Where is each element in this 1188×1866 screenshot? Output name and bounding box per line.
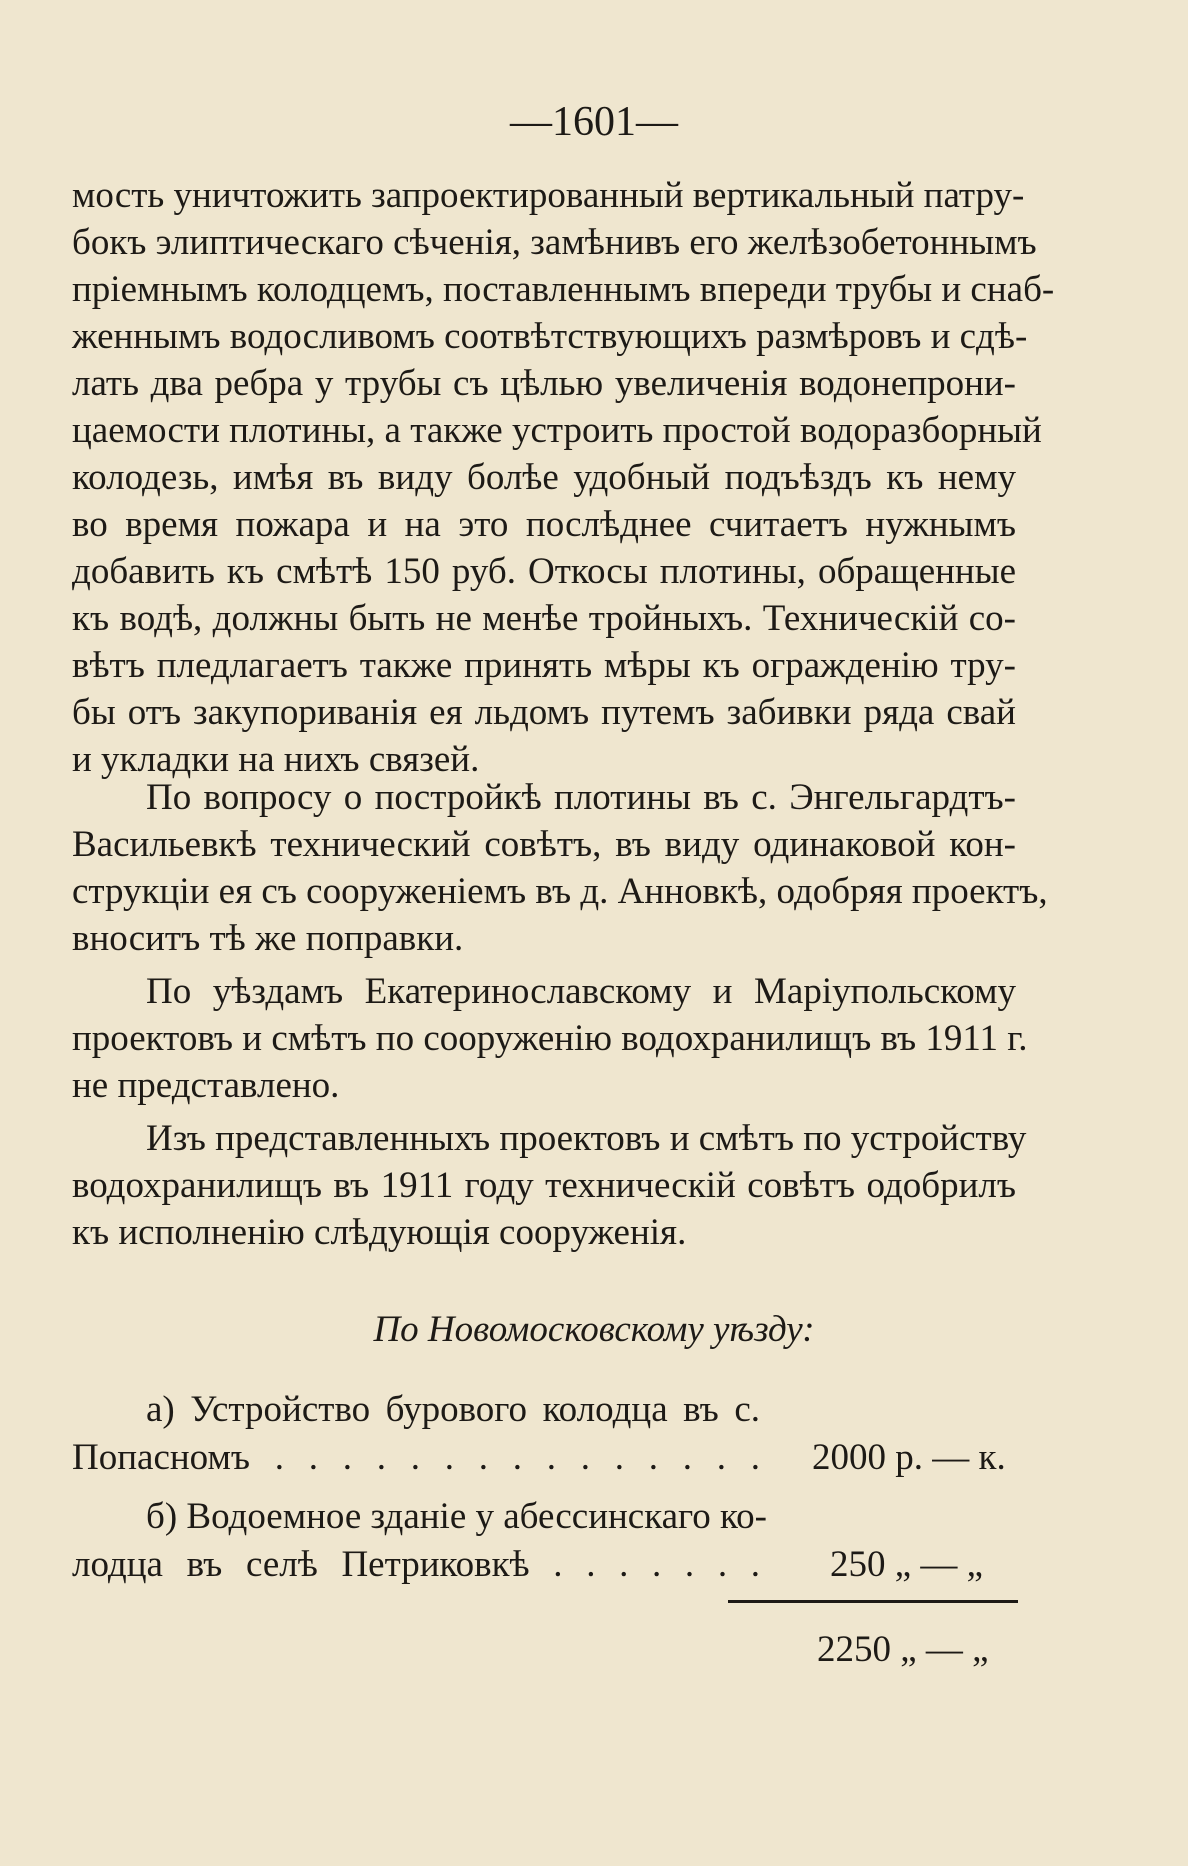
item-b-amount: 250 „ — „	[830, 1544, 984, 1585]
paragraph-line: бокъ элиптическаго сѣченія, замѣнивъ его желѣзобетоннымъ	[72, 222, 1037, 263]
paragraph-line: къ водѣ, должны быть не менѣе тройныхъ. Техническій со-	[72, 598, 1016, 639]
paragraph-line: По уѣздамъ Екатеринославскому и Маріупольскому	[146, 971, 1016, 1012]
paragraph-line: женнымъ водосливомъ соотвѣтствующихъ размѣровъ и сдѣ-	[72, 316, 1028, 357]
paragraph-2	[72, 774, 1048, 962]
paragraph-4	[72, 1115, 1027, 1256]
item-b-line-2: лодца въ селѣ Петриковкѣ . . . . . . .	[72, 1544, 760, 1585]
item-a-line-1: а) Устройство бурового колодца въ с.	[146, 1389, 760, 1430]
paragraph-line: во время пожара и на это послѣднее считаетъ нужнымъ	[72, 504, 1016, 545]
paragraph-line: По вопросу о постройкѣ плотины въ с. Энгельгардтъ-	[146, 777, 1016, 818]
total-amount: 2250 „ — „	[817, 1629, 989, 1670]
paragraph-line: колодезь, имѣя въ виду болѣе удобный подъѣздъ къ нему	[72, 457, 1016, 498]
paragraph-line: цаемости плотины, а также устроить простой водоразборный	[72, 410, 1042, 451]
page-number: —1601—	[510, 99, 678, 145]
item-a-line-2: Попасномъ . . . . . . . . . . . . . . .	[72, 1437, 760, 1478]
paragraph-line: добавить къ смѣтѣ 150 руб. Откосы плотины, обращенные	[72, 551, 1016, 592]
paragraph-line: Изъ представленныхъ проектовъ и смѣтъ по устройству	[146, 1118, 1027, 1159]
paragraph-line: проектовъ и смѣтъ по сооруженію водохранилищъ въ 1911 г.	[72, 1018, 1028, 1059]
paragraph-line: не представлено.	[72, 1065, 340, 1106]
paragraph-line: лать два ребра у трубы съ цѣлью увеличенія водонепрони-	[72, 363, 1016, 404]
item-b-line-1: б) Водоемное зданіе у абессинскаго ко-	[146, 1496, 767, 1537]
paragraph-1	[72, 172, 1055, 783]
item-a-amount: 2000 р. — к.	[812, 1437, 1006, 1478]
paragraph-line: водохранилищъ въ 1911 году техническій совѣтъ одобрилъ	[72, 1165, 1016, 1206]
sum-rule	[728, 1600, 1018, 1603]
paragraph-line: пріемнымъ колодцемъ, поставленнымъ впереди трубы и снаб-	[72, 269, 1055, 310]
paragraph-line: къ исполненію слѣдующія сооруженія.	[72, 1212, 687, 1253]
paragraph-line: Васильевкѣ технический совѣтъ, въ виду одинаковой кон-	[72, 824, 1016, 865]
paragraph-3	[72, 968, 1028, 1109]
paragraph-line: вѣтъ пледлагаетъ также принять мѣры къ огражденію тру-	[72, 645, 1016, 686]
section-heading: По Новомосковскому уѣзду:	[373, 1309, 815, 1350]
paragraph-line: мость уничтожить запроектированный вертикальный патру-	[72, 175, 1025, 216]
paragraph-line: струкціи ея съ сооруженіемъ въ д. Анновкѣ, одобряя проектъ,	[72, 871, 1048, 912]
paragraph-line: и укладки на нихъ связей.	[72, 739, 480, 780]
paragraph-line: бы отъ закупориванія ея льдомъ путемъ забивки ряда свай	[72, 692, 1016, 733]
paragraph-line: вноситъ тѣ же поправки.	[72, 918, 464, 959]
